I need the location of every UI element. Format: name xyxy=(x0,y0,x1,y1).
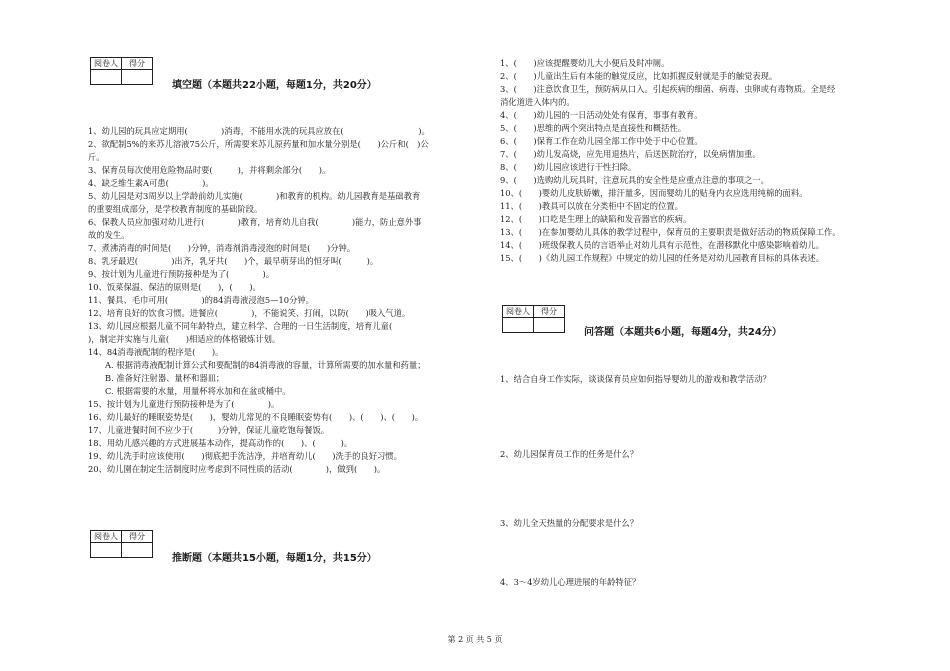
fill-line: 13、幼儿园应根据儿童不同年龄特点，建立科学、合理的一日生活制度，培育儿童( xyxy=(88,321,418,331)
fill-option-line: C. 根据需要的水量，用量杯将水加和在盆或桶中。 xyxy=(105,386,291,396)
page-number: 第 2 页 共 5 页 xyxy=(447,635,503,644)
fill-line: 12、培育良好的饮食习惯。进餐应( )，不能说笑、打闹，以防( )吸入气道。 xyxy=(88,308,411,318)
fill-line: )，制定并实施与儿童( )相适应的体格锻炼计划。 xyxy=(88,334,281,344)
reviewer-cell xyxy=(91,543,122,558)
judge-line: 14、( )班级保教人员的言语举止对幼儿具有示范性，在潜移默化中感染影响着幼儿。 xyxy=(500,240,825,250)
fill-line: 斤。 xyxy=(88,152,105,162)
judge-line: 10、( )婴幼儿皮肤娇嫩，排汗量多，因而婴幼儿的贴身内衣应选用纯棉的面料。 xyxy=(500,188,808,198)
reviewer-cell xyxy=(91,70,122,85)
fill-line: 20、幼儿園在制定生活制度时应考虑到不同性质的活动( )，做到( )。 xyxy=(88,464,386,474)
fill-line: 8、乳牙最迟( )出齐，乳牙共( )个，最早萌芽出的恒牙叫( )。 xyxy=(88,256,379,266)
judge-line: 3、( )注意饮食卫生，预防病从口入。引起疾病的细菌、病毒、虫卵或有毒物质。全是经 xyxy=(500,84,836,94)
judge-line: 5、( )思维的两个突出特点是直接性和概括性。 xyxy=(500,123,686,133)
fill-line: 16、幼儿最好的睡眠姿势是( )，婴幼儿常见的不良睡眠姿势有( )、( )、( )。 xyxy=(88,412,424,422)
fill-option-line: A. 根据消毒液配制计算公式和要配制的84消毒液的容量，计算所需要的加水量和药量； xyxy=(105,360,426,370)
fill-line: 4、缺乏维生素A可患( )。 xyxy=(88,178,214,188)
judge-line: 8、( )幼儿园应该进行干性扫除。 xyxy=(500,162,637,172)
judge-line: 4、( )幼儿园的一日活动处处有保育，事事有教育。 xyxy=(500,110,703,120)
fill-question-list xyxy=(88,125,498,476)
score-label: 得分 xyxy=(122,58,153,70)
judge-question-list xyxy=(500,57,910,265)
fill-line: 7、煮沸消毒的时间是( )分钟，消毒剂消毒浸泡的时间是( )分钟。 xyxy=(88,243,356,253)
qa-question-3: 3、幼儿全天热量的分配要求是什么？ xyxy=(500,518,639,528)
reviewer-cell xyxy=(503,318,534,333)
fill-line: 的重要组成部分，是学校教育制度的基础阶段。 xyxy=(88,204,263,214)
qa-question-4: 4、3～4岁幼儿心理进展的年龄特征？ xyxy=(500,577,641,587)
judge-line: 消化道进入体内的。 xyxy=(500,97,575,107)
qa-question-1: 1、结合自身工作实际，谈谈保育员应如何指导婴幼儿的游戏和教学活动？ xyxy=(500,374,771,384)
judge-line: 7、( )幼儿发高烧，应先用退热片，后送医院治疗，以免病情加重。 xyxy=(500,149,761,159)
score-box-qa xyxy=(502,305,565,333)
fill-option-line: B. 准备好注射器、量杯和器皿； xyxy=(105,373,225,383)
qa-question-2: 2、幼儿园保育员工作的任务是什么？ xyxy=(500,449,639,459)
score-label: 得分 xyxy=(122,531,153,543)
fill-line: 故的发生。 xyxy=(88,230,130,240)
score-cell xyxy=(534,318,565,333)
judge-line: 13、( )在参加婴幼儿具体的教学过程中，保育员的主要职责是做好活动的物质保障工作。 xyxy=(500,227,841,237)
score-box-judge xyxy=(90,530,153,558)
fill-line: 15、按计划为儿童进行预防接种是为了( )。 xyxy=(88,399,280,409)
judge-line: 9、( )选购幼儿玩具时，注意玩具的安全性是应重点注意的事项之一。 xyxy=(500,175,769,185)
fill-line: 11、餐具、毛巾可用( )的84消毒液浸泡5—10分钟。 xyxy=(88,295,314,305)
reviewer-label: 阅卷人 xyxy=(503,306,534,318)
fill-line: 1、幼儿园的玩具应定期用( )消毒，不能用水洗的玩具应放在( )。 xyxy=(88,126,430,136)
fill-line: 14、84消毒液配制的程序是( )。 xyxy=(88,347,224,357)
fill-line: 6、保教人员应加强对幼儿进行( )教育，培育幼儿自我( )能力，防止意外事 xyxy=(88,217,422,227)
score-cell xyxy=(122,543,153,558)
fill-line: 10、饭菜保温、保洁的原则是( )，( )。 xyxy=(88,282,261,292)
score-cell xyxy=(122,70,153,85)
fill-line: 3、保育员每次使用危险物品时要( )，并将剩余部分( )。 xyxy=(88,165,331,175)
fill-line: 9、按计划为儿童进行预防接种是为了( )。 xyxy=(88,269,274,279)
score-label: 得分 xyxy=(534,306,565,318)
score-box-fill xyxy=(90,57,153,85)
judge-line: 6、( )保育工作在幼儿园全部工作中处于中心位置。 xyxy=(500,136,703,146)
fill-section-title: 填空题（本题共22小题，每题1分，共20分） xyxy=(172,80,377,91)
fill-line: 18、用幼儿感兴趣的方式进展基本动作，提高动作的( )、( )。 xyxy=(88,438,353,448)
judge-section-title: 推断题（本题共15小题，每题1分，共15分） xyxy=(172,553,377,564)
fill-line: 17、儿童进餐时间不应少于( )分钟，保证儿童吃饱每餐饭。 xyxy=(88,425,330,435)
fill-line: 2、欲配制5%的来苏儿溶液75公斤，所需要来苏儿原药量和加水量分别是( )公斤和( )公 xyxy=(88,139,429,149)
judge-line: 12、( )口吃是生理上的缺陷和发音器官的疾病。 xyxy=(500,214,692,224)
judge-line: 2、( )儿童出生后有本能的触觉反应，比如抓握反射就是手的触觉表现。 xyxy=(500,71,778,81)
reviewer-label: 阅卷人 xyxy=(91,58,122,70)
judge-line: 1、( )应该提醒婴幼儿大小便后及时冲厕。 xyxy=(500,58,670,68)
judge-line: 15、( )《幼儿园工作规程》中规定的幼儿园的任务是对幼儿园教育目标的具体表述。 xyxy=(500,253,825,263)
qa-section-title: 问答题（本题共6小题，每题4分，共24分） xyxy=(584,327,782,338)
fill-line: 19、幼儿洗手时应该使用( )彻底把手洗洁净，并培育幼儿( )洗手的良好习惯。 xyxy=(88,451,402,461)
reviewer-label: 阅卷人 xyxy=(91,531,122,543)
judge-line: 11、( )教具可以放在分类柜中不固定的位置。 xyxy=(500,201,683,211)
fill-line: 5、幼儿园是对3周岁以上学龄前幼儿实施( )和教育的机构。幼儿园教育是基础教育 xyxy=(88,191,421,201)
